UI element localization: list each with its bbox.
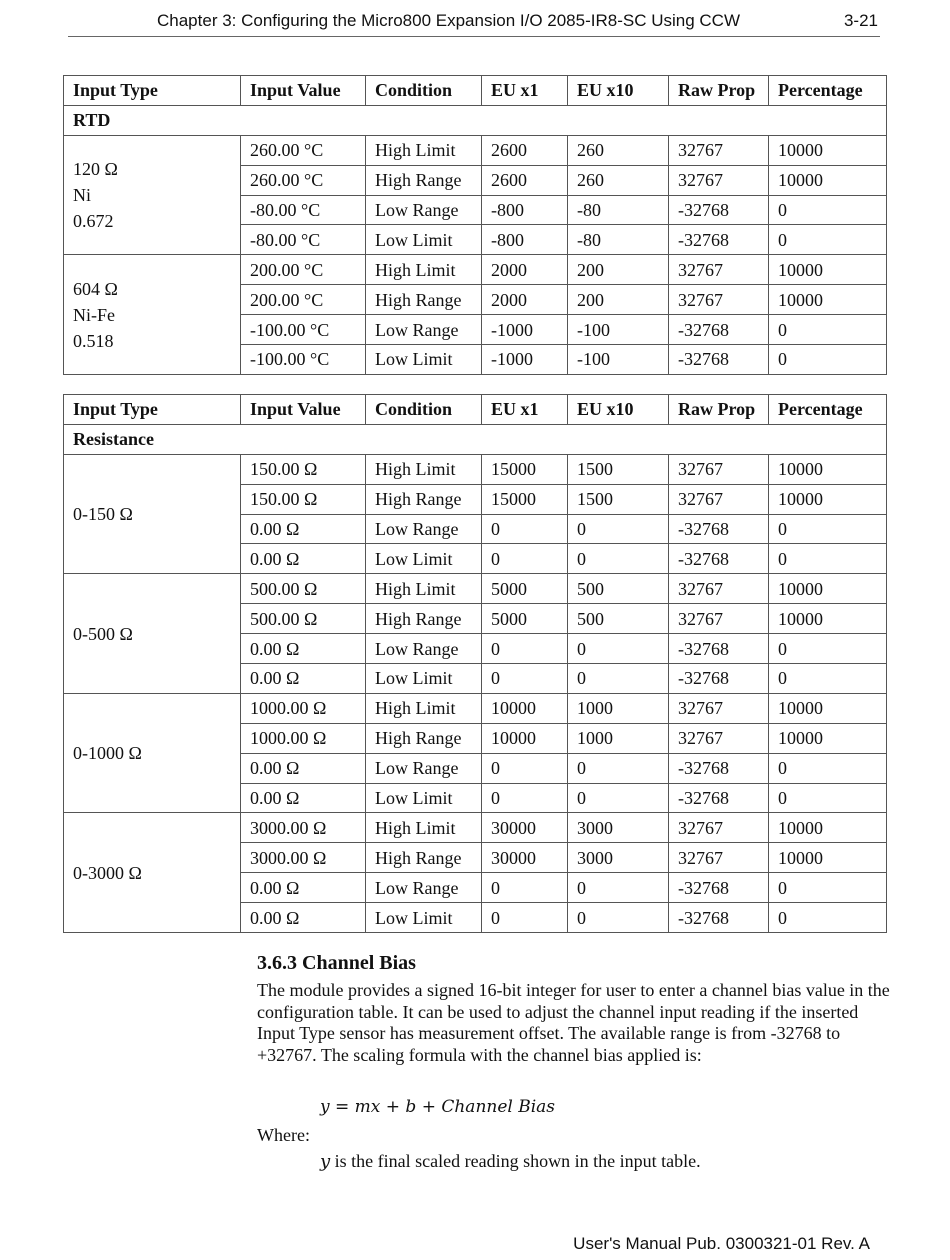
column-header: EU x10 (568, 395, 669, 425)
table-cell: 1000.00 Ω (241, 723, 366, 753)
table-cell: -800 (482, 195, 568, 225)
table-cell: 10000 (769, 843, 887, 873)
table-cell: 0 (769, 544, 887, 574)
table-cell: -32768 (669, 225, 769, 255)
table-cell: 0 (769, 903, 887, 933)
input-type-line: 0-500 Ω (73, 623, 133, 644)
table-cell: 1000 (568, 723, 669, 753)
table-cell: Low Range (366, 315, 482, 345)
table-cell: 32767 (669, 813, 769, 843)
table-cell: High Range (366, 843, 482, 873)
scaling-formula: y = mx + b + Channel Bias (320, 1097, 556, 1117)
table-cell: 0 (482, 903, 568, 933)
table-cell: 0 (568, 903, 669, 933)
column-header: Raw Prop (669, 76, 769, 106)
table-cell: 0.00 Ω (241, 664, 366, 694)
input-type-cell (64, 255, 241, 375)
table-cell: 32767 (669, 484, 769, 514)
table-cell: Low Limit (366, 345, 482, 375)
section-heading: 3.6.3 Channel Bias (257, 952, 416, 974)
table-row (64, 255, 887, 285)
table-cell: -80.00 °C (241, 225, 366, 255)
table-cell: Low Limit (366, 225, 482, 255)
table-cell: Low Limit (366, 783, 482, 813)
table-cell: 32767 (669, 454, 769, 484)
table-cell: 200.00 °C (241, 285, 366, 315)
column-header: Percentage (769, 395, 887, 425)
table-cell: 0 (482, 544, 568, 574)
table-cell: 150.00 Ω (241, 484, 366, 514)
table-cell: 0 (482, 514, 568, 544)
table-cell: 0 (769, 634, 887, 664)
table-cell: -32768 (669, 753, 769, 783)
column-header: Percentage (769, 76, 887, 106)
table-cell: -100.00 °C (241, 315, 366, 345)
table-row (64, 574, 887, 604)
table-cell: High Range (366, 604, 482, 634)
table-cell: 2000 (482, 285, 568, 315)
table-cell: Low Range (366, 634, 482, 664)
table-cell: -100.00 °C (241, 345, 366, 375)
table-cell: Low Limit (366, 903, 482, 933)
table-cell: Low Limit (366, 544, 482, 574)
table-cell: 10000 (769, 693, 887, 723)
table-cell: High Range (366, 285, 482, 315)
table-cell: 5000 (482, 604, 568, 634)
column-header: Input Value (241, 76, 366, 106)
column-header: EU x10 (568, 76, 669, 106)
table-cell: -1000 (482, 345, 568, 375)
table-cell: -800 (482, 225, 568, 255)
table-cell: -100 (568, 315, 669, 345)
table-cell: 0 (769, 315, 887, 345)
table-cell: Low Range (366, 514, 482, 544)
table-cell: High Limit (366, 574, 482, 604)
header-title: Chapter 3: Configuring the Micro800 Expansion I/O 2085-IR8-SC Using CCW (157, 11, 740, 30)
table-cell: -32768 (669, 544, 769, 574)
table-cell: -32768 (669, 664, 769, 694)
input-type-line: 0.672 (73, 211, 114, 232)
table-cell: 0 (482, 783, 568, 813)
table-cell: 1000 (568, 693, 669, 723)
table-cell: 32767 (669, 693, 769, 723)
table-cell: 3000.00 Ω (241, 843, 366, 873)
table-cell: -32768 (669, 634, 769, 664)
table-cell: 500.00 Ω (241, 604, 366, 634)
table-cell: 0 (769, 753, 887, 783)
page-footer: User's Manual Pub. 0300321-01 Rev. A (573, 1234, 870, 1253)
table-cell: 0 (568, 873, 669, 903)
table-cell: 260 (568, 135, 669, 165)
input-type-line: 0.518 (73, 330, 114, 351)
where-label: Where: (257, 1125, 310, 1145)
header-page-number: 3-21 (843, 11, 878, 30)
resistance-table (63, 394, 887, 933)
table-cell: 10000 (769, 604, 887, 634)
table-cell: High Limit (366, 135, 482, 165)
section-body: The module provides a signed 16-bit integer for user to enter a channel bias value in the configuration table. It can be used to adjust the channel input reading if the inserted Input Type sensor has measurement offset. The available range is from -32768 to +32767. The scaling formula with the channel bias applied is: (257, 980, 890, 1065)
table-cell: 0 (769, 195, 887, 225)
table-cell: -32768 (669, 783, 769, 813)
channel-bias-section (257, 950, 897, 1066)
section-row (64, 105, 887, 135)
table-cell: 0 (568, 664, 669, 694)
table-cell: -32768 (669, 315, 769, 345)
table-cell: 0.00 Ω (241, 783, 366, 813)
table-cell: Low Range (366, 753, 482, 783)
page-header (68, 8, 880, 37)
table-cell: 260 (568, 165, 669, 195)
table-cell: 15000 (482, 484, 568, 514)
table-cell: 1500 (568, 484, 669, 514)
table-cell: 10000 (769, 135, 887, 165)
column-header: Input Type (64, 395, 241, 425)
table-cell: 10000 (769, 454, 887, 484)
column-header: Input Type (64, 76, 241, 106)
table-cell: -80.00 °C (241, 195, 366, 225)
table-cell: 0 (482, 634, 568, 664)
table-cell: 0 (568, 783, 669, 813)
table-cell: Low Range (366, 195, 482, 225)
table-row (64, 693, 887, 723)
table-cell: 0.00 Ω (241, 634, 366, 664)
rtd-table (63, 75, 887, 375)
table-cell: 10000 (769, 723, 887, 753)
table-cell: 0 (769, 345, 887, 375)
column-header: Input Value (241, 395, 366, 425)
table-cell: 30000 (482, 813, 568, 843)
table-cell: -100 (568, 345, 669, 375)
section-label: Resistance (64, 424, 887, 454)
table-cell: 0.00 Ω (241, 544, 366, 574)
table-cell: High Limit (366, 813, 482, 843)
table-cell: 10000 (769, 285, 887, 315)
column-header: Condition (366, 76, 482, 106)
table-cell: 2000 (482, 255, 568, 285)
table-cell: 32767 (669, 135, 769, 165)
input-type-line: 604 Ω (73, 278, 118, 299)
header-row (64, 395, 887, 425)
table-cell: 10000 (769, 255, 887, 285)
where-text: is the final scaled reading shown in the input table. (330, 1151, 701, 1171)
table-cell: 0 (568, 634, 669, 664)
column-header: Condition (366, 395, 482, 425)
table-cell: 500 (568, 574, 669, 604)
input-type-line: 0-3000 Ω (73, 862, 142, 883)
table-cell: High Range (366, 165, 482, 195)
table-cell: 200.00 °C (241, 255, 366, 285)
column-header: EU x1 (482, 76, 568, 106)
table-cell: 1500 (568, 454, 669, 484)
table-cell: 3000.00 Ω (241, 813, 366, 843)
table-cell: 32767 (669, 285, 769, 315)
table-cell: 0 (769, 783, 887, 813)
table-cell: -80 (568, 195, 669, 225)
table-cell: 0 (482, 664, 568, 694)
table-cell: 10000 (769, 813, 887, 843)
table-row (64, 135, 887, 165)
section-label: RTD (64, 105, 887, 135)
table-cell: 3000 (568, 843, 669, 873)
table-cell: 32767 (669, 255, 769, 285)
table-cell: 200 (568, 255, 669, 285)
input-type-line: Ni-Fe (73, 304, 115, 325)
table-cell: -32768 (669, 903, 769, 933)
table-row (64, 454, 887, 484)
input-type-cell (64, 454, 241, 574)
table-cell: High Range (366, 723, 482, 753)
table-cell: 150.00 Ω (241, 454, 366, 484)
table-cell: 0 (769, 664, 887, 694)
table-cell: -32768 (669, 873, 769, 903)
table-cell: 0 (568, 544, 669, 574)
table-cell: 30000 (482, 843, 568, 873)
table-cell: 32767 (669, 165, 769, 195)
column-header: Raw Prop (669, 395, 769, 425)
table-cell: High Range (366, 484, 482, 514)
table-cell: 500 (568, 604, 669, 634)
table-cell: Low Range (366, 873, 482, 903)
input-type-line: 0-1000 Ω (73, 743, 142, 764)
table-cell: 0 (568, 753, 669, 783)
table-cell: High Limit (366, 693, 482, 723)
table-cell: -32768 (669, 514, 769, 544)
table-cell: 0 (769, 514, 887, 544)
table-cell: High Limit (366, 454, 482, 484)
table-cell: 0.00 Ω (241, 873, 366, 903)
where-variable: y (320, 1151, 331, 1172)
table-cell: -1000 (482, 315, 568, 345)
column-header: EU x1 (482, 395, 568, 425)
table-cell: 260.00 °C (241, 165, 366, 195)
table-cell: -32768 (669, 345, 769, 375)
table-cell: High Limit (366, 255, 482, 285)
table-cell: 260.00 °C (241, 135, 366, 165)
table-cell: 32767 (669, 843, 769, 873)
table-cell: 0.00 Ω (241, 753, 366, 783)
table-cell: 2600 (482, 165, 568, 195)
table-cell: -80 (568, 225, 669, 255)
input-type-line: 0-150 Ω (73, 504, 133, 525)
where-description (320, 1151, 701, 1172)
table-cell: 15000 (482, 454, 568, 484)
table-cell: -32768 (669, 195, 769, 225)
section-row (64, 424, 887, 454)
table-cell: 0 (568, 514, 669, 544)
input-type-cell (64, 574, 241, 694)
table-cell: 10000 (769, 574, 887, 604)
table-row (64, 813, 887, 843)
table-cell: 10000 (482, 693, 568, 723)
input-type-line: Ni (73, 185, 91, 206)
table-cell: 32767 (669, 723, 769, 753)
table-cell: 0.00 Ω (241, 903, 366, 933)
table-cell: 10000 (769, 165, 887, 195)
header-row (64, 76, 887, 106)
table-cell: 0.00 Ω (241, 514, 366, 544)
table-cell: 500.00 Ω (241, 574, 366, 604)
input-type-cell (64, 813, 241, 933)
input-type-line: 120 Ω (73, 159, 118, 180)
table-cell: 200 (568, 285, 669, 315)
table-cell: 0 (482, 873, 568, 903)
table-cell: 32767 (669, 574, 769, 604)
table-cell: 1000.00 Ω (241, 693, 366, 723)
table-cell: 0 (769, 225, 887, 255)
table-cell: 0 (482, 753, 568, 783)
table-cell: 10000 (482, 723, 568, 753)
table-cell: 3000 (568, 813, 669, 843)
table-cell: 32767 (669, 604, 769, 634)
input-type-cell (64, 693, 241, 813)
table-cell: 2600 (482, 135, 568, 165)
table-cell: 10000 (769, 484, 887, 514)
table-cell: Low Limit (366, 664, 482, 694)
input-type-cell (64, 135, 241, 255)
table-cell: 5000 (482, 574, 568, 604)
table-cell: 0 (769, 873, 887, 903)
